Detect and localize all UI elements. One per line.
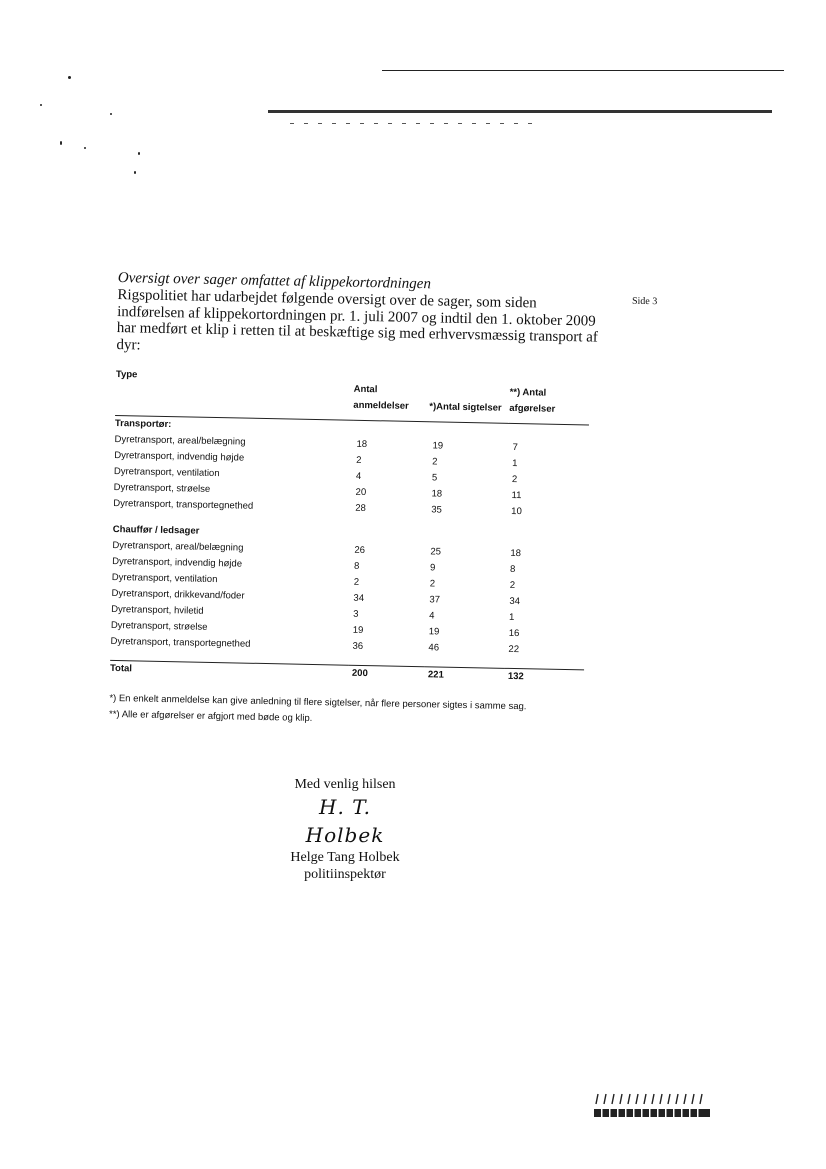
cell-anmeldelser: 8 bbox=[353, 560, 360, 572]
row-label: Dyretransport, transportegnethed bbox=[110, 635, 251, 650]
scan-line-dark bbox=[268, 110, 772, 113]
cell-afgorelser: 34 bbox=[509, 595, 521, 608]
row-label: Dyretransport, ventilation bbox=[111, 571, 218, 586]
scan-speck bbox=[68, 76, 71, 79]
row-label: Dyretransport, areal/belægning bbox=[114, 433, 246, 448]
cell-afgorelser: 2 bbox=[511, 473, 518, 486]
intro-paragraph: Rigspolitiet har udarbejdet følgende oversigt over de sager, som siden indførelsen af klippekortordningen pr. 1. juli 2007 og indtil den 1. oktober 2009 har medført et klip i retten til at beskæftige sig med erhvervsmæssig transport af dyr: bbox=[116, 286, 599, 353]
cell-anmeldelser: 2 bbox=[353, 576, 360, 588]
cell-anmeldelser: 18 bbox=[356, 438, 368, 451]
row-label: Dyretransport, hviletid bbox=[111, 603, 204, 617]
cell-afgorelser: 2 bbox=[509, 579, 516, 592]
cell-sigtelser: 37 bbox=[429, 594, 441, 606]
cell-sigtelser: 5 bbox=[431, 472, 438, 484]
cell-sigtelser: 25 bbox=[430, 546, 442, 558]
cell-anmeldelser: 3 bbox=[353, 608, 359, 620]
total-anmeldelser: 200 bbox=[351, 667, 368, 680]
scan-speck bbox=[60, 141, 62, 145]
row-label: Dyretransport, strøelse bbox=[113, 481, 211, 495]
cell-afgorelser: 1 bbox=[512, 457, 518, 470]
header-afgorelser: **) Antal afgørelser bbox=[509, 386, 556, 415]
cell-anmeldelser: 28 bbox=[355, 502, 366, 515]
cell-afgorelser: 10 bbox=[511, 505, 522, 518]
group-title-transportor: Transportør: bbox=[114, 417, 172, 431]
cell-afgorelser: 8 bbox=[509, 563, 516, 576]
footnote-2: **) Alle er afgørelser er afgjort med bøde og klip. bbox=[108, 708, 313, 724]
total-afgorelser: 132 bbox=[507, 670, 524, 683]
cell-sigtelser: 19 bbox=[428, 626, 440, 638]
scan-speck bbox=[138, 152, 140, 155]
page-number: Side 3 bbox=[631, 295, 658, 308]
cell-afgorelser: 18 bbox=[510, 547, 522, 560]
signatory-title: politiinspektør bbox=[304, 867, 386, 882]
cell-afgorelser: 16 bbox=[508, 627, 520, 640]
cell-afgorelser: 11 bbox=[511, 489, 522, 502]
cell-anmeldelser: 20 bbox=[355, 486, 367, 499]
cell-anmeldelser: 4 bbox=[355, 470, 362, 482]
cell-sigtelser: 18 bbox=[431, 488, 443, 500]
signatory-name: Helge Tang Holbek bbox=[290, 850, 400, 865]
cell-anmeldelser: 2 bbox=[356, 454, 362, 466]
cell-anmeldelser: 26 bbox=[354, 544, 366, 557]
footnote-1: *) En enkelt anmeldelse kan give anledning til flere sigtelser, når flere personer sigtes i samme sag. bbox=[109, 692, 527, 713]
row-label: Dyretransport, drikkevand/foder bbox=[111, 587, 245, 602]
handwritten-signature: H. T. Holbek bbox=[305, 795, 385, 847]
cell-sigtelser: 46 bbox=[428, 642, 440, 654]
row-label: Dyretransport, areal/belægning bbox=[112, 539, 244, 554]
footnotes bbox=[109, 691, 630, 733]
scan-speck bbox=[110, 113, 112, 115]
cell-sigtelser: 19 bbox=[432, 440, 444, 452]
closing-block bbox=[280, 776, 410, 883]
scan-speck bbox=[134, 171, 136, 174]
cell-afgorelser: 22 bbox=[508, 643, 520, 656]
cell-afgorelser: 7 bbox=[512, 441, 518, 454]
greeting: Med venlig hilsen bbox=[294, 777, 396, 792]
cell-sigtelser: 35 bbox=[431, 504, 442, 516]
statistics-table bbox=[110, 367, 590, 686]
cell-anmeldelser: 34 bbox=[353, 592, 365, 605]
total-sigtelser: 221 bbox=[427, 669, 444, 681]
group-title-chauffor: Chauffør / ledsager bbox=[112, 523, 200, 537]
header-anmeldelser: Antal anmeldelser bbox=[353, 383, 409, 412]
cell-anmeldelser: 36 bbox=[352, 640, 364, 652]
cell-sigtelser: 9 bbox=[429, 562, 436, 574]
cell-sigtelser: 2 bbox=[429, 578, 436, 590]
scan-line-dotted bbox=[290, 123, 540, 124]
cell-afgorelser: 1 bbox=[508, 611, 515, 624]
row-label: Dyretransport, ventilation bbox=[113, 465, 220, 480]
scan-speck bbox=[40, 104, 42, 106]
cell-anmeldelser: 19 bbox=[352, 624, 364, 636]
row-label: Dyretransport, strøelse bbox=[110, 619, 208, 633]
scan-speck bbox=[84, 147, 86, 149]
document-heading: Oversigt over sager omfattet af klippekortordningen bbox=[117, 270, 432, 293]
total-label: Total bbox=[109, 662, 133, 675]
row-label: Dyretransport, indvendig højde bbox=[112, 555, 243, 570]
scan-line-top bbox=[382, 70, 784, 71]
barcode-marks bbox=[592, 1090, 712, 1124]
cell-sigtelser: 4 bbox=[429, 610, 435, 622]
cell-sigtelser: 2 bbox=[432, 456, 438, 468]
header-type: Type bbox=[115, 368, 138, 381]
row-label: Dyretransport, transportegnethed bbox=[113, 497, 254, 512]
header-sigtelser: *)Antal sigtelser bbox=[429, 401, 502, 414]
row-label: Dyretransport, indvendig højde bbox=[114, 449, 245, 464]
letter-body bbox=[109, 270, 638, 733]
